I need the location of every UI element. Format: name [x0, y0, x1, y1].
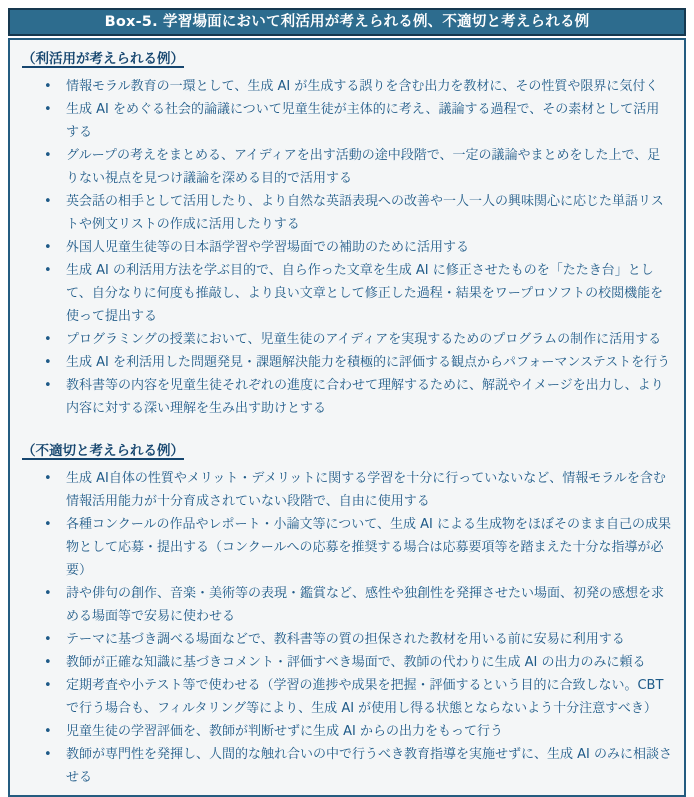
list-item: • 英会話の相手として活用したり、より自然な英語表現への改善や一人一人の興味関心に応じた単語リストや例文リストの作成に活用したりする [22, 190, 672, 236]
section-inappropriate-examples [22, 440, 672, 789]
section-heading-inappropriate: （不適切と考えられる例） [22, 443, 184, 459]
list-item: • 教師が正確な知識に基づきコメント・評価すべき場面で、教師の代わりに生成 AI の出力のみに頼る [22, 651, 672, 674]
list-item: • 情報モラル教育の一環として、生成 AI が生成する誤りを含む出力を教材に、その性質や限界に気付く [22, 75, 672, 98]
list-item: • 教師が専門性を発揮し、人間的な触れ合いの中で行うべき教育指導を実施せずに、生成 AI のみに相談させる [22, 743, 672, 789]
bullet-list-appropriate [22, 75, 672, 420]
bullet-list-inappropriate [22, 467, 672, 789]
list-item: • 詩や俳句の創作、音楽・美術等の表現・鑑賞など、感性や独創性を発揮させたい場面、初発の感想を求める場面等で安易に使わせる [22, 582, 672, 628]
section-appropriate-examples [22, 48, 672, 420]
box-header [8, 8, 686, 36]
list-item: • 定期考査や小テスト等で使わせる（学習の進捗や成果を把握・評価するという目的に合致しない。CBT で行う場合も、フィルタリング等により、生成 AI が使用し得る状態とならないよう十分注意すべき） [22, 674, 672, 720]
list-item: • グループの考えをまとめる、アイディアを出す活動の途中段階で、一定の議論やまとめをした上で、足りない視点を見つけ議論を深める目的で活用する [22, 144, 672, 190]
section-heading-appropriate: （利活用が考えられる例） [22, 51, 184, 67]
list-item: • 生成 AI を利活用した問題発見・課題解決能力を積極的に評価する観点からパフォーマンステストを行う [22, 351, 672, 374]
box-body [8, 38, 686, 797]
box-title: Box-5. 学習場面において利活用が考えられる例、不適切と考えられる例 [104, 14, 590, 30]
list-item: • 外国人児童生徒等の日本語学習や学習場面での補助のために活用する [22, 236, 672, 259]
list-item: • テーマに基づき調べる場面などで、教科書等の質の担保された教材を用いる前に安易に利用する [22, 628, 672, 651]
list-item: • 生成 AI自体の性質やメリット・デメリットに関する学習を十分に行っていないなど、情報モラルを含む情報活用能力が十分育成されていない段階で、自由に使用する [22, 467, 672, 513]
list-item: • 各種コンクールの作品やレポート・小論文等について、生成 AI による生成物をほぼそのまま自己の成果物として応募・提出する（コンクールへの応募を推奨する場合は応募要項等を踏まえた十分な指導が必要） [22, 513, 672, 582]
list-item: • 生成 AI の利活用方法を学ぶ目的で、自ら作った文章を生成 AI に修正させたものを「たたき台」として、自分なりに何度も推敲し、より良い文章として修正した過程・結果をワープロソフトの校閲機能を使って提出する [22, 259, 672, 328]
list-item: • プログラミングの授業において、児童生徒のアイディアを実現するためのプログラムの制作に活用する [22, 328, 672, 351]
list-item: • 生成 AI をめぐる社会的論議について児童生徒が主体的に考え、議論する過程で、その素材として活用する [22, 98, 672, 144]
list-item: • 児童生徒の学習評価を、教師が判断せずに生成 AI からの出力をもって行う [22, 720, 672, 743]
list-item: • 教科書等の内容を児童生徒それぞれの進度に合わせて理解するために、解説やイメージを出力し、より内容に対する深い理解を生み出す助けとする [22, 374, 672, 420]
